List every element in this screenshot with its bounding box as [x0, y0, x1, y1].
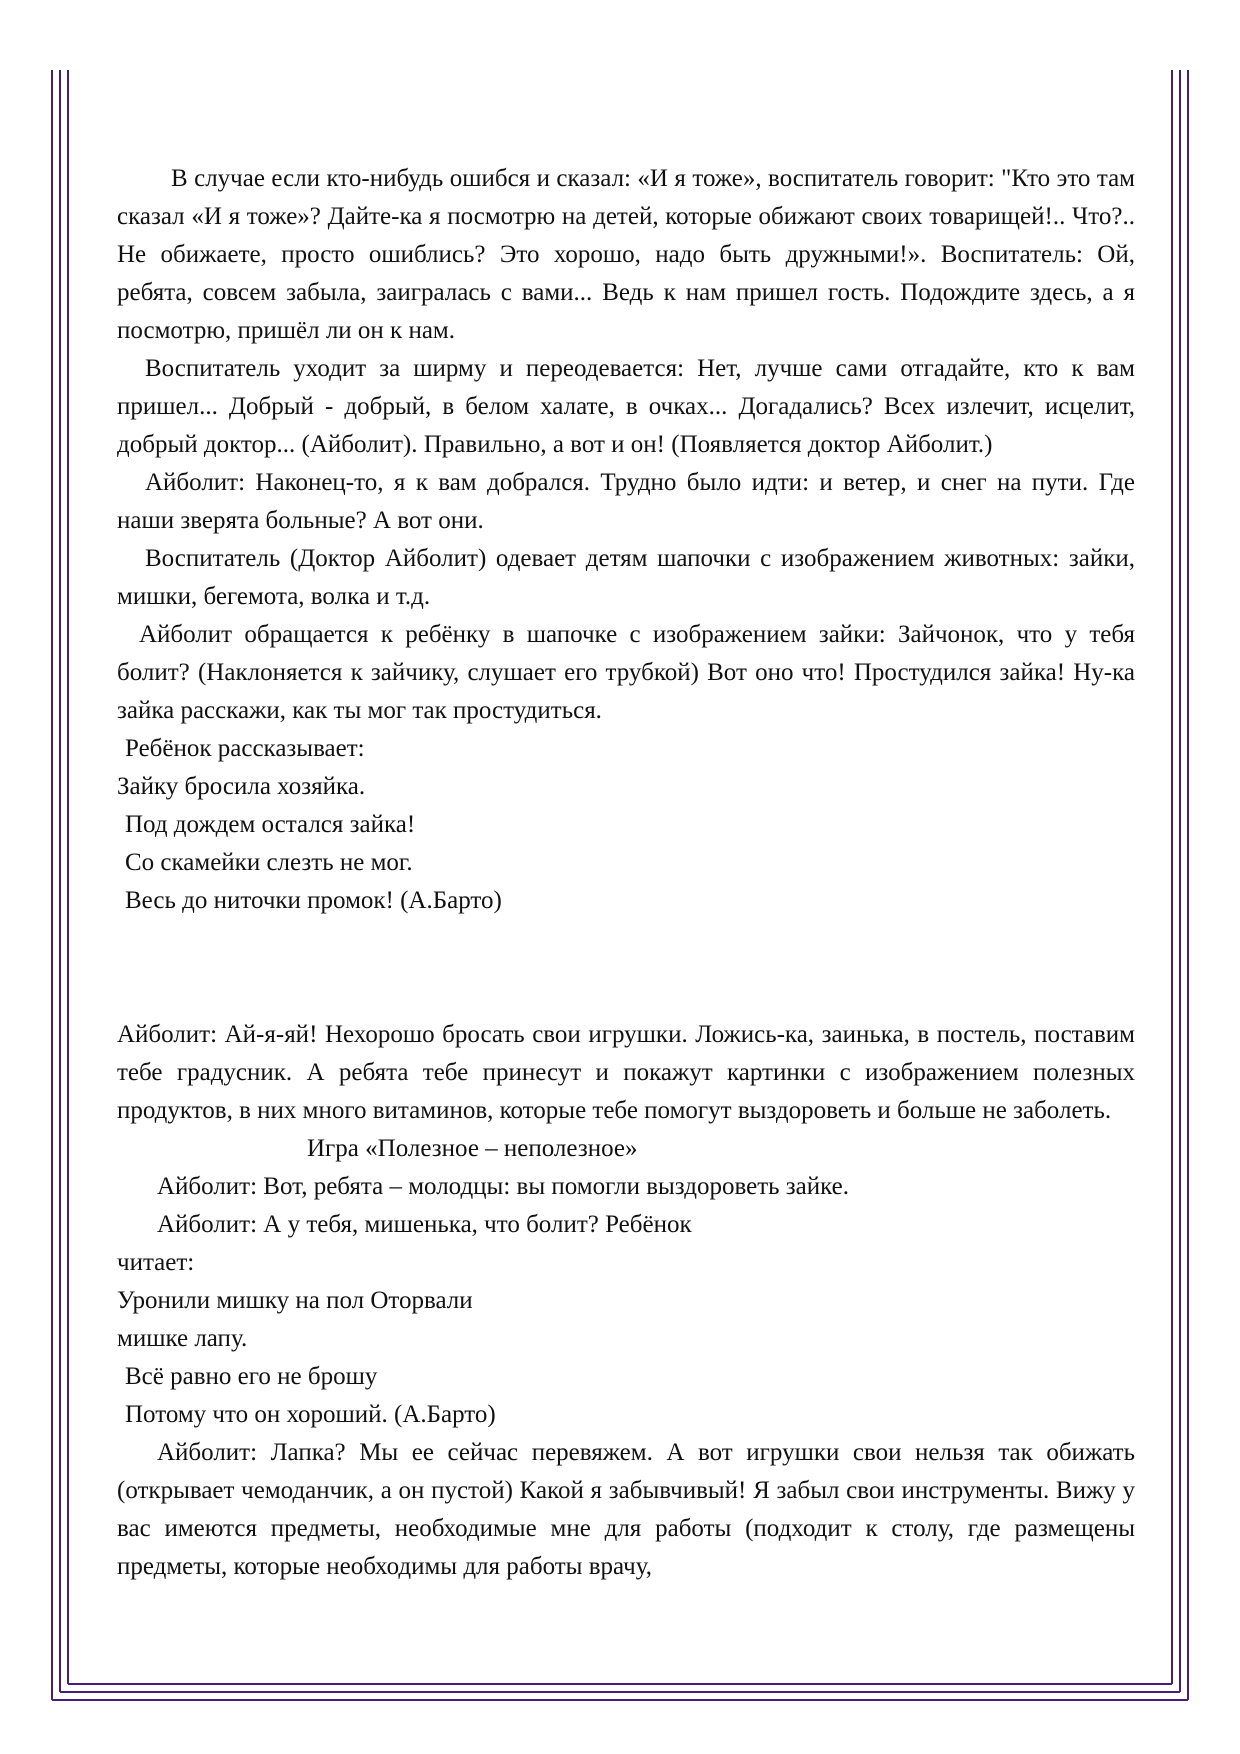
verse2-line-2: мишке лапу.: [117, 1325, 248, 1352]
paragraph-4: Воспитатель (Доктор Айболит) одевает детям шапочки с изображением животных: зайки, мишки, бегемота, волка и т.д.: [117, 545, 1135, 610]
paragraph-3: Айболит: Наконец-то, я к вам добрался. Трудно было идти: и ветер, и снег на пути. Где наши зверята больные? А вот они.: [117, 469, 1135, 534]
verse2-line-3: Всё равно его не брошу: [125, 1363, 378, 1390]
verse-line-4: Весь до ниточки промок! (А.Барто): [125, 887, 502, 914]
paragraph-9: Айболит: Вот, ребята – молодцы: вы помогли выздороветь зайке.: [157, 1173, 850, 1200]
paragraph-7: Айболит: Ай-я-яй! Нехорошо бросать свои игрушки. Ложись-ка, заинька, в постель, поставим тебе градусник. А ребята тебе принесут и покажут картинки с изображением полезных продуктов, в них много витаминов, которые тебе помогут выздороветь и больше не заболеть.: [117, 1021, 1135, 1124]
document-body: [117, 160, 1135, 1586]
verse2-line-1: Уронили мишку на пол Оторвали: [117, 1287, 473, 1314]
verse-intro: Ребёнок рассказывает:: [125, 735, 365, 762]
spacer: [117, 920, 1135, 1016]
paragraph-10-cont: читает:: [117, 1249, 195, 1276]
paragraph-5: Айболит обращается к ребёнку в шапочке с изображением зайки: Зайчонок, что у тебя болит? (Наклоняется к зайчику, слушает его трубкой) Вот оно что! Простудился зайка! Ну-ка зайка расскажи, как ты мог так простудиться.: [117, 621, 1135, 724]
verse-line-3: Со скамейки слезть не мог.: [125, 849, 413, 876]
game-title: Игра «Полезное – неполезное»: [307, 1135, 638, 1162]
paragraph-12: Айболит: Лапка? Мы ее сейчас перевяжем. А вот игрушки свои нельзя так обижать (открывает чемоданчик, а он пустой) Какой я забывчивый! Я забыл свои инструменты. Вижу у вас имеются предметы, необходимые мне для работы (подходит к столу, где размещены предметы, которые необходимы для работы врачу,: [117, 1439, 1135, 1580]
paragraph-2: Воспитатель уходит за ширму и переодевается: Нет, лучше сами отгадайте, кто к вам пришел... Добрый - добрый, в белом халате, в очках... Догадались? Всех излечит, исцелит, добрый доктор... (Айболит). Правильно, а вот и он! (Появляется доктор Айболит.): [117, 355, 1135, 458]
paragraph-1: В случае если кто-нибудь ошибся и сказал: «И я тоже», воспитатель говорит: "Кто это там сказал «И я тоже»? Дайте-ка я посмотрю на детей, которые обижают своих товарищей!.. Что?.. Не обижаете, просто ошиблись? Это хорошо, надо быть дружными!». Воспитатель: Ой, ребята, совсем забыла, заигралась с вами... Ведь к нам пришел гость. Подождите здесь, а я посмотрю, пришёл ли он к нам.: [117, 165, 1135, 344]
verse-line-2: Под дождем остался зайка!: [125, 811, 416, 838]
verse-line-1: Зайку бросила хозяйка.: [117, 773, 366, 800]
verse2-line-4: Потому что он хороший. (А.Барто): [125, 1401, 496, 1428]
paragraph-10: Айболит: А у тебя, мишенька, что болит? Ребёнок: [157, 1211, 692, 1238]
